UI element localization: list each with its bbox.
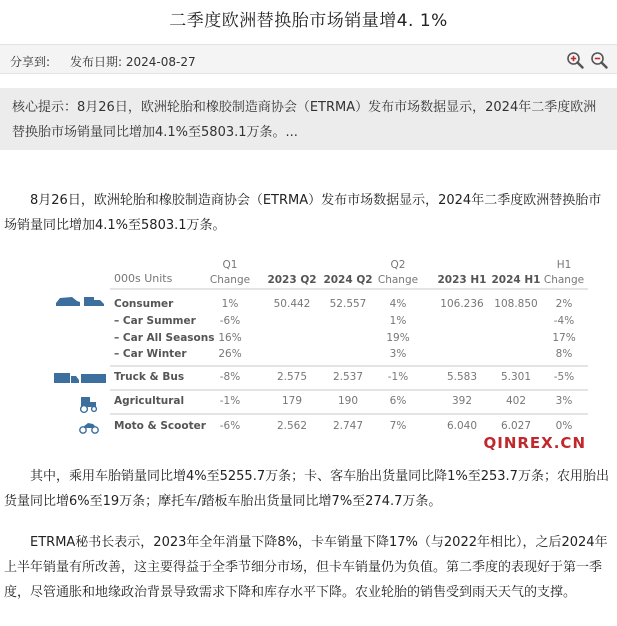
table-units-label: 000s Units: [114, 272, 173, 285]
summary-text: 8月26日，欧洲轮胎和橡胶制造商协会（ETRMA）发布市场数据显示，2024年二季度欧洲替换胎市场销量同比增加4.1%至5803.1万条。...: [12, 100, 597, 140]
table-cell: 402: [505, 395, 527, 407]
table-cell: 190: [337, 395, 359, 407]
header-2024-q2: 2024 Q2: [323, 274, 373, 286]
table-cell: 5.301: [500, 371, 532, 383]
article-paragraph-1: 8月26日，欧洲轮胎和橡胶制造商协会（ETRMA）发布市场数据显示，2024年二季度欧洲替换胎市场销量同比增加4.1%至5803.1万条。: [4, 193, 602, 233]
table-cell: 2.537: [332, 371, 364, 383]
van-icon: [84, 297, 104, 306]
table-row-label: – Car All Seasons: [114, 332, 215, 344]
table-cell: 392: [451, 395, 473, 407]
sales-table-figure: [48, 252, 590, 454]
table-cell: 2.562: [276, 420, 308, 432]
table-cell: 50.442: [273, 298, 311, 310]
table-cell: 16%: [218, 332, 242, 344]
table-cell: 108.850: [494, 298, 538, 310]
car-icon: [56, 297, 80, 306]
table-row-label: – Car Summer: [114, 315, 196, 327]
table-cell: 17%: [552, 332, 576, 344]
article-paragraph-3: ETRMA秘书长表示，2023年全年消量下降8%，卡车销量下降17%（与2022年相比），之后2024年上半年销量有所改善，这主要得益于全季节细分市场，但卡车销量仍为负值。第二季度的表现好于第一季度，尽管通胀和地缘政治背景导致需求下降和库存水平下降。农业轮胎的销售受到雨天天气的支撑。: [4, 535, 608, 600]
table-cell: -6%: [219, 420, 241, 432]
table-cell: 106.236: [440, 298, 484, 310]
header-2023-q2: 2023 Q2: [267, 274, 317, 286]
header-h1-change: Change: [543, 274, 585, 286]
table-cell: 2%: [555, 298, 573, 310]
share-label[interactable]: 分享到:: [10, 55, 51, 69]
summary-label: 核心提示：: [12, 100, 78, 115]
table-cell: 52.557: [329, 298, 367, 310]
table-cell: 19%: [386, 332, 410, 344]
table-cell: 4%: [389, 298, 407, 310]
sales-table-svg: [48, 252, 590, 454]
table-cell: 6.027: [500, 420, 532, 432]
zoom-in-icon[interactable]: [566, 51, 584, 69]
table-row-label: Agricultural: [114, 395, 185, 407]
tractor-wheel-icon: [81, 406, 88, 413]
table-cell: 0%: [555, 420, 573, 432]
table-row-label: Consumer: [114, 298, 174, 310]
motorbike-icon: [83, 423, 96, 428]
table-cell: 3%: [389, 348, 407, 360]
table-cell: 7%: [389, 420, 407, 432]
table-cell: 179: [281, 395, 303, 407]
truck-icon: [54, 373, 79, 383]
table-cell: 2.747: [332, 420, 364, 432]
header-2023-h1: 2023 H1: [437, 274, 487, 286]
table-cell: 6.040: [446, 420, 478, 432]
table-cell: 1%: [389, 315, 407, 327]
table-cell: 3%: [555, 395, 573, 407]
publish-label: 发布日期:: [70, 55, 123, 69]
table-cell: 6%: [389, 395, 407, 407]
table-cell: 5.583: [446, 371, 478, 383]
header-q1-change: Change: [209, 274, 251, 286]
watermark-text: QINREX.CN: [483, 434, 586, 452]
category-icons: [54, 297, 106, 433]
table-cell: -8%: [219, 371, 241, 383]
table-row-label: Truck & Bus: [114, 371, 185, 383]
table-cell: -1%: [219, 395, 241, 407]
header-q1: Q1: [222, 259, 238, 271]
page-title: 二季度欧洲替换胎市场销量增4. 1%: [169, 11, 448, 31]
article-paragraph-2: 其中，乘用车胎销量同比增4%至5255.7万条；卡、客车胎出货量同比降1%至253.7万条；农用胎出货量同比增6%至19万条；摩托车/踏板车胎出货量同比增7%至274.7万条。: [4, 469, 609, 509]
table-cell: -6%: [219, 315, 241, 327]
table-cell: 8%: [555, 348, 573, 360]
table-row-label: Moto & Scooter: [114, 420, 206, 432]
header-h1: H1: [556, 259, 572, 271]
header-q2-change: Change: [377, 274, 419, 286]
meta-bar: [0, 44, 617, 74]
publish-date: [70, 53, 196, 70]
table-cell: 26%: [218, 348, 242, 360]
tractor-wheel-icon: [92, 407, 97, 412]
summary-box: [0, 88, 617, 150]
header-2024-h1: 2024 H1: [491, 274, 541, 286]
zoom-out-icon[interactable]: [590, 51, 608, 69]
table-cell: 1%: [221, 298, 239, 310]
motorbike-wheel-icon: [80, 427, 86, 433]
publish-date-value: 2024-08-27: [125, 55, 196, 69]
table-row-label: – Car Winter: [114, 348, 187, 360]
header-q2: Q2: [390, 259, 406, 271]
bus-icon: [81, 374, 106, 383]
table-cell: 2.575: [276, 371, 308, 383]
table-cell: -4%: [553, 315, 575, 327]
table-cell: -1%: [387, 371, 409, 383]
table-cell: -5%: [553, 371, 575, 383]
table-text: [114, 259, 586, 452]
